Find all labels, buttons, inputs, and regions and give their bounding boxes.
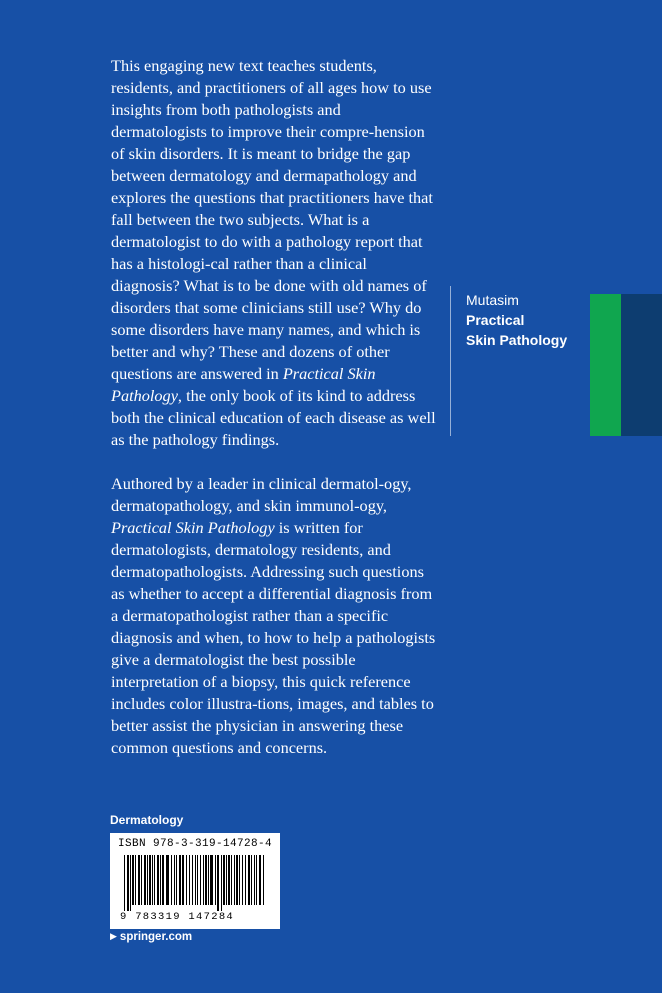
book-title-line-2: Skin Pathology xyxy=(466,332,568,348)
barcode-bar xyxy=(263,855,264,905)
barcode-bar xyxy=(248,855,250,905)
barcode-bar xyxy=(141,855,142,905)
publisher-website[interactable] xyxy=(110,931,192,943)
isbn-label: ISBN 978-3-319-14728-4 xyxy=(118,838,273,850)
barcode-bar xyxy=(203,855,204,905)
barcode-bar xyxy=(162,855,164,905)
barcode-bar xyxy=(179,855,181,905)
isbn-barcode-box xyxy=(110,833,280,929)
barcode-bar xyxy=(166,855,169,905)
barcode-bar xyxy=(200,855,201,905)
barcode-bar xyxy=(138,855,140,905)
subject-category: Dermatology xyxy=(110,813,184,827)
barcode-bar xyxy=(130,855,131,911)
barcode-bar xyxy=(127,855,129,911)
publisher-site-label: springer.com xyxy=(119,931,193,943)
author-name: Mutasim xyxy=(466,292,519,308)
barcode-bar xyxy=(171,855,172,905)
paragraph-1-text-a: This engaging new text teaches students, residents, and practitioners of all ages how to use insights from both pathologists and dermatologists to improve their compre-hension of skin disorders. It is meant to bridge the gap between dermatology and dermapathology and explores the questions that practitioners have that fall between the two subjects. What is a dermatologist to do with a pathology report that has a histologi-cal rather than a clinical diagnosis? What is to be done with old names of disorders that some clinicians still use? Why do some disorders have many names, and which is better and why? These and dozens of other questions are answered in xyxy=(111,56,433,383)
barcode-bar xyxy=(174,855,175,905)
barcode-bar xyxy=(210,855,213,905)
barcode-bar xyxy=(256,855,257,905)
paragraph-1-text-b: , the only book of its kind to address both the clinical education of each disease as well as the pathology findings. xyxy=(111,386,436,449)
barcode-bar xyxy=(186,855,187,905)
barcode-bar xyxy=(234,855,235,905)
barcode-bar xyxy=(189,855,190,905)
barcode-bar xyxy=(217,855,219,911)
barcode-bar xyxy=(152,855,153,905)
barcode-bar xyxy=(192,855,193,905)
barcode-bar xyxy=(231,855,232,905)
barcode-bar xyxy=(236,855,238,905)
barcode-bar xyxy=(197,855,198,905)
barcode xyxy=(122,855,268,911)
arrow-right-icon: ▶ xyxy=(110,931,117,941)
book-title-line-1: Practical xyxy=(466,312,525,328)
description-paragraph-2 xyxy=(111,473,436,759)
barcode-bar xyxy=(157,855,159,905)
spine-label xyxy=(466,290,567,350)
barcode-bar xyxy=(205,855,207,905)
barcode-bar xyxy=(176,855,177,905)
barcode-bar xyxy=(154,855,155,905)
isbn-digits: 9 783319 147284 xyxy=(120,911,235,923)
barcode-bar xyxy=(132,855,134,905)
barcode-bar xyxy=(242,855,243,905)
barcode-bar xyxy=(254,855,255,905)
barcode-bar xyxy=(228,855,230,905)
barcode-bar xyxy=(160,855,161,905)
green-stripe xyxy=(590,294,621,436)
barcode-bar xyxy=(251,855,252,905)
barcode-bar xyxy=(221,855,222,911)
barcode-bar xyxy=(215,855,216,905)
barcode-bar xyxy=(124,855,125,911)
book-description xyxy=(111,55,436,759)
paragraph-2-text-a: Authored by a leader in clinical dermatol-ogy, dermatopathology, and skin immunol-ogy, xyxy=(111,474,412,515)
barcode-bar xyxy=(259,855,261,905)
barcode-bar xyxy=(182,855,184,905)
barcode-bar xyxy=(223,855,225,905)
paragraph-2-book-title: Practical Skin Pathology xyxy=(111,518,275,537)
barcode-bar xyxy=(149,855,151,905)
paragraph-1-book-title: Practical Skin Pathology xyxy=(111,364,376,405)
barcode-bar xyxy=(239,855,240,905)
barcode-bar xyxy=(195,855,196,905)
barcode-bar xyxy=(135,855,136,905)
navy-stripe xyxy=(621,294,662,436)
barcode-bar xyxy=(144,855,146,905)
barcode-bar xyxy=(245,855,246,905)
spine-divider xyxy=(450,286,451,436)
barcode-bar xyxy=(226,855,227,905)
description-paragraph-1 xyxy=(111,55,436,451)
barcode-bar xyxy=(147,855,148,905)
barcode-bar xyxy=(208,855,209,905)
paragraph-2-text-b: is written for dermatologists, dermatology residents, and dermatopathologists. Addressing such questions as whether to accept a differential diagnosis from a dermatopathologist rather than a specific diagnosis and when, to how to help a pathologists give a dermatologist the best possible interpretation of a biopsy, this quick reference includes color illustra-tions, images, and tables to better assist the physician in answering these common questions and concerns. xyxy=(111,518,436,757)
